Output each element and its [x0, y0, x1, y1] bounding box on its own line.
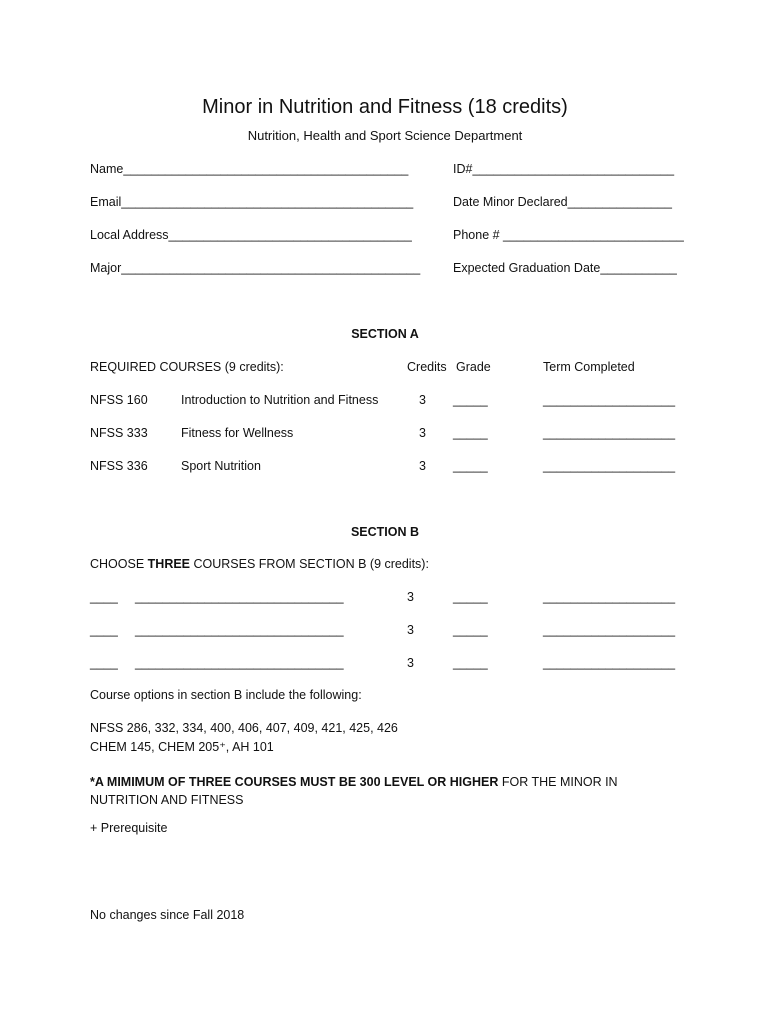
id-field[interactable]: ID#_____________________________ [453, 162, 675, 176]
name-field[interactable]: Name_________________________________________ [90, 162, 409, 176]
phone-field[interactable]: Phone # __________________________ [453, 228, 684, 242]
term-column-header: Term Completed [543, 360, 635, 374]
grade-column-header: Grade [456, 360, 491, 374]
date-declared-field[interactable]: Date Minor Declared_______________ [453, 195, 672, 209]
minimum-note-bold: *A MIMIMUM OF THREE COURSES MUST BE 300 LEVEL OR HIGHER [90, 775, 499, 789]
elective-credits: 3 [407, 656, 414, 670]
course-credits: 3 [419, 459, 426, 473]
course-name: Introduction to Nutrition and Fitness [181, 393, 379, 407]
choose-courses-label [90, 557, 429, 571]
grade-blank[interactable]: _____ [453, 459, 488, 473]
options-line-2: CHEM 145, CHEM 205⁺, AH 101 [90, 740, 274, 754]
options-intro: Course options in section B include the following: [90, 688, 362, 702]
minimum-level-note [90, 773, 660, 809]
course-code: NFSS 333 [90, 426, 148, 440]
changes-note: No changes since Fall 2018 [90, 908, 245, 922]
course-code: NFSS 336 [90, 459, 148, 473]
grade-blank[interactable]: _____ [453, 623, 488, 637]
term-blank[interactable]: ___________________ [543, 656, 676, 670]
elective-name-blank[interactable]: ______________________________ [135, 623, 344, 637]
term-blank[interactable]: ___________________ [543, 590, 676, 604]
section-b-heading: SECTION B [350, 525, 420, 539]
elective-code-blank[interactable]: ____ [90, 590, 118, 604]
department-subtitle: Nutrition, Health and Sport Science Department [247, 128, 523, 143]
term-blank[interactable]: ___________________ [543, 426, 676, 440]
grade-blank[interactable]: _____ [453, 426, 488, 440]
credits-column-header: Credits [407, 360, 447, 374]
local-address-field[interactable]: Local Address___________________________________ [90, 228, 412, 242]
grade-blank[interactable]: _____ [453, 590, 488, 604]
course-name: Fitness for Wellness [181, 426, 294, 440]
term-blank[interactable]: ___________________ [543, 623, 676, 637]
term-blank[interactable]: ___________________ [543, 393, 676, 407]
prerequisite-note: + Prerequisite [90, 821, 168, 835]
graduation-field[interactable]: Expected Graduation Date___________ [453, 261, 677, 275]
choose-label-three: THREE [147, 557, 191, 571]
elective-code-blank[interactable]: ____ [90, 623, 118, 637]
elective-name-blank[interactable]: ______________________________ [135, 656, 344, 670]
minimum-note-rest: FOR THE MINOR IN NUTRITION AND FITNESS [90, 775, 618, 807]
grade-blank[interactable]: _____ [453, 393, 488, 407]
page-title: Minor in Nutrition and Fitness (18 credits) [202, 96, 568, 118]
options-line-1: NFSS 286, 332, 334, 400, 406, 407, 409, 421, 425, 426 [90, 721, 398, 735]
course-code: NFSS 160 [90, 393, 148, 407]
elective-code-blank[interactable]: ____ [90, 656, 118, 670]
required-courses-label: REQUIRED COURSES (9 credits): [90, 360, 284, 374]
elective-credits: 3 [407, 590, 414, 604]
course-credits: 3 [419, 426, 426, 440]
major-field[interactable]: Major___________________________________________ [90, 261, 421, 275]
choose-label-pre: CHOOSE [90, 557, 148, 571]
course-name: Sport Nutrition [181, 459, 261, 473]
elective-credits: 3 [407, 623, 414, 637]
email-field[interactable]: Email__________________________________________ [90, 195, 414, 209]
grade-blank[interactable]: _____ [453, 656, 488, 670]
section-a-heading: SECTION A [351, 327, 419, 341]
elective-name-blank[interactable]: ______________________________ [135, 590, 344, 604]
choose-label-post: COURSES FROM SECTION B (9 credits): [190, 557, 429, 571]
term-blank[interactable]: ___________________ [543, 459, 676, 473]
course-credits: 3 [419, 393, 426, 407]
